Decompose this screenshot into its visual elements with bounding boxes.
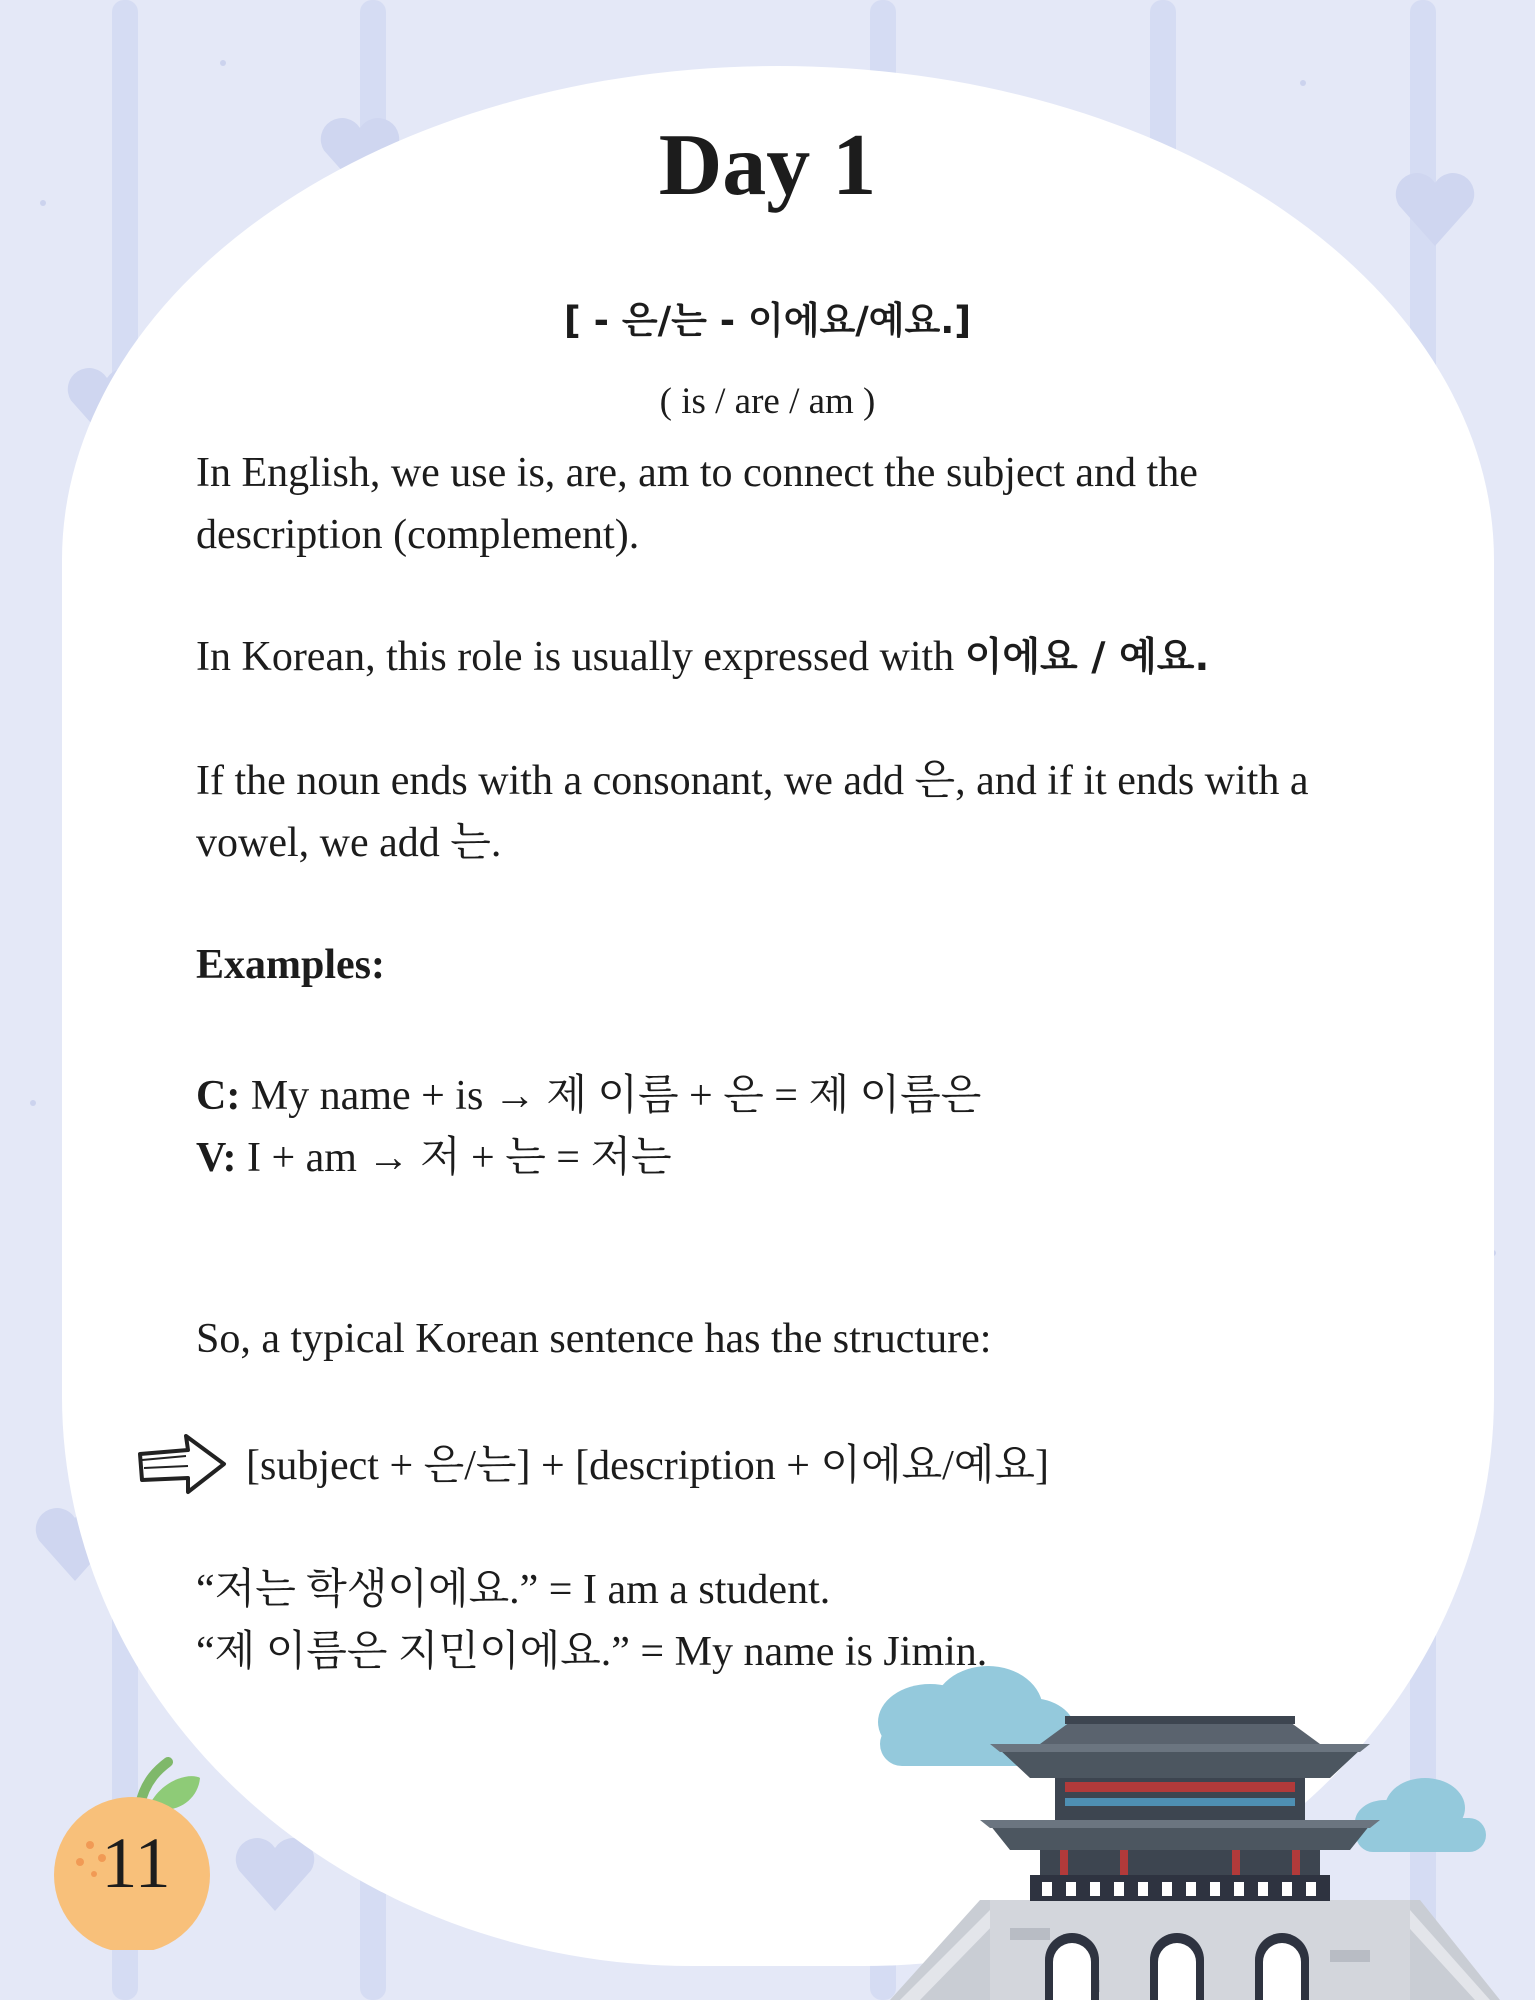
arrow-right-icon: [136, 1428, 228, 1500]
example-sentence: “저는 학생이에요.” = I am a student.: [196, 1567, 831, 1613]
english-gloss: ( is / are / am ): [659, 381, 876, 422]
korean-role-paragraph: [196, 626, 1386, 689]
example-tag: C:: [196, 1073, 241, 1119]
example-vowel: [196, 1124, 672, 1184]
grammar-pattern: [ - 은/는 - 이에요/예요.]: [563, 299, 972, 342]
page-title: Day 1: [658, 117, 877, 214]
structure-intro: So, a typical Korean sentence has the structure:: [196, 1316, 992, 1362]
intro-paragraph: In English, we use is, are, am to connect the subject and the description (complement).: [196, 450, 1198, 558]
examples-label: Examples:: [196, 942, 385, 988]
example-text: My name + is → 제 이름 + 은 = 제 이름은: [240, 1073, 982, 1119]
example-text: I + am → 저 + 는 = 저는: [236, 1135, 672, 1181]
sentence-structure-formula: [subject + 은/는] + [description + 이에요/예요]: [246, 1443, 1049, 1489]
example-tag: V:: [196, 1135, 237, 1181]
consonant-vowel-paragraph: If the noun ends with a consonant, we add 은, and if it ends with a vowel, we add 는.: [196, 758, 1309, 866]
page-number: 11: [101, 1823, 171, 1903]
example-sentence: “제 이름은 지민이에요.” = My name is Jimin.: [196, 1629, 988, 1675]
korean-role-text: In Korean, this role is usually expressed with: [196, 634, 965, 680]
example-consonant: [196, 1062, 981, 1122]
korean-role-bold: 이에요 / 예요.: [964, 635, 1210, 680]
palace-icon: [860, 1660, 1500, 2000]
